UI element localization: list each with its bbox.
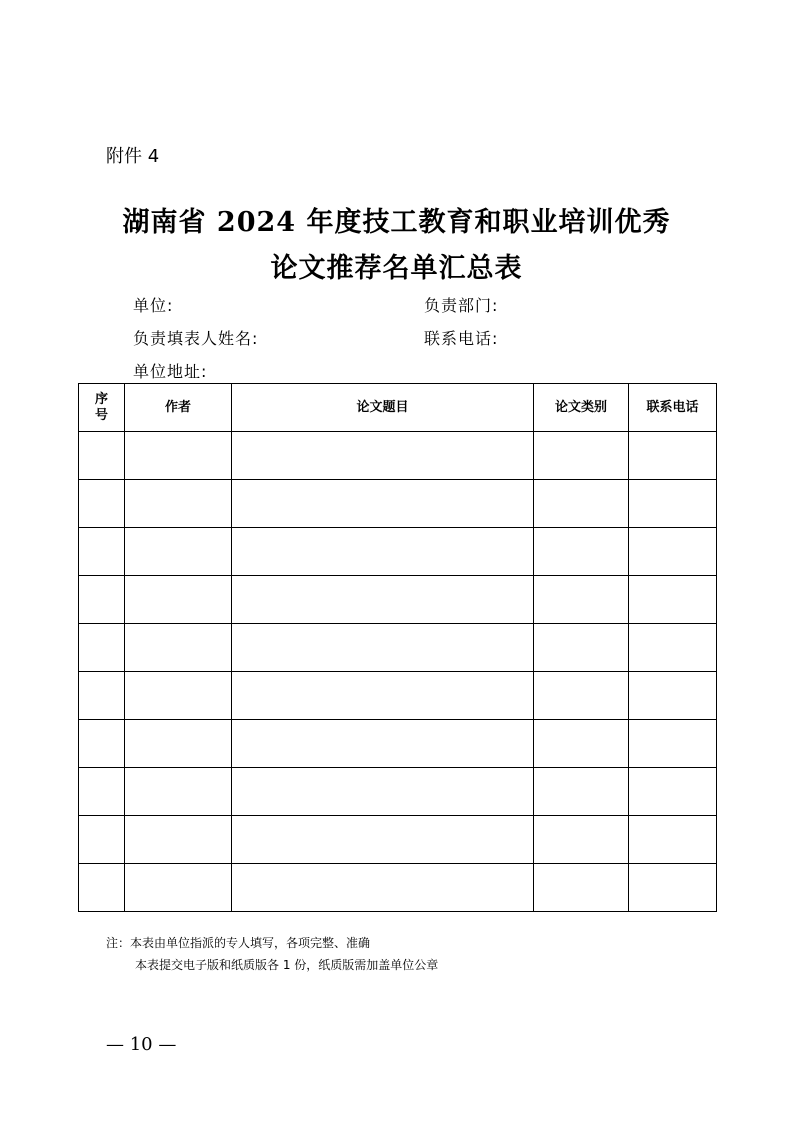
cell-contact[interactable] bbox=[629, 720, 717, 768]
cell-seq[interactable] bbox=[79, 816, 125, 864]
table-row bbox=[79, 768, 717, 816]
column-header-category: 论文类别 bbox=[534, 384, 629, 432]
cell-category[interactable] bbox=[534, 528, 629, 576]
table-header-row bbox=[79, 384, 717, 432]
cell-author[interactable] bbox=[125, 768, 232, 816]
column-header-seq bbox=[79, 384, 125, 432]
cell-category[interactable] bbox=[534, 432, 629, 480]
cell-category[interactable] bbox=[534, 624, 629, 672]
phone-field-label: 联系电话: bbox=[424, 329, 499, 348]
cell-category[interactable] bbox=[534, 480, 629, 528]
column-header-contact: 联系电话 bbox=[629, 384, 717, 432]
note-line-2: 本表提交电子版和纸质版各 1 份，纸质版需加盖单位公章 bbox=[135, 958, 439, 972]
column-header-paper-title: 论文题目 bbox=[232, 384, 534, 432]
table-row bbox=[79, 480, 717, 528]
cell-category[interactable] bbox=[534, 816, 629, 864]
cell-contact[interactable] bbox=[629, 864, 717, 912]
column-header-seq-label: 序 号 bbox=[94, 391, 108, 423]
cell-paper-title[interactable] bbox=[232, 528, 534, 576]
document-title-line-2: 论文推荐名单汇总表 bbox=[270, 253, 523, 284]
cell-paper-title[interactable] bbox=[232, 432, 534, 480]
cell-author[interactable] bbox=[125, 672, 232, 720]
cell-contact[interactable] bbox=[629, 816, 717, 864]
attachment-label: 附件 4 bbox=[106, 146, 160, 167]
note-line-1: 注：本表由单位指派的专人填写，各项完整、准确 bbox=[106, 936, 371, 950]
cell-seq[interactable] bbox=[79, 768, 125, 816]
cell-paper-title[interactable] bbox=[232, 816, 534, 864]
table-row bbox=[79, 624, 717, 672]
page-number: — 10 — bbox=[106, 1034, 177, 1055]
table-row bbox=[79, 432, 717, 480]
table-row bbox=[79, 672, 717, 720]
table-row bbox=[79, 576, 717, 624]
cell-category[interactable] bbox=[534, 864, 629, 912]
table-body bbox=[79, 432, 717, 912]
cell-contact[interactable] bbox=[629, 672, 717, 720]
cell-contact[interactable] bbox=[629, 624, 717, 672]
column-header-author: 作者 bbox=[125, 384, 232, 432]
cell-author[interactable] bbox=[125, 576, 232, 624]
cell-paper-title[interactable] bbox=[232, 576, 534, 624]
table-row bbox=[79, 720, 717, 768]
address-field-label: 单位地址: bbox=[133, 362, 208, 381]
cell-category[interactable] bbox=[534, 672, 629, 720]
cell-contact[interactable] bbox=[629, 576, 717, 624]
cell-paper-title[interactable] bbox=[232, 672, 534, 720]
cell-seq[interactable] bbox=[79, 432, 125, 480]
cell-author[interactable] bbox=[125, 528, 232, 576]
cell-author[interactable] bbox=[125, 480, 232, 528]
cell-seq[interactable] bbox=[79, 576, 125, 624]
cell-seq[interactable] bbox=[79, 672, 125, 720]
cell-contact[interactable] bbox=[629, 528, 717, 576]
cell-paper-title[interactable] bbox=[232, 768, 534, 816]
cell-author[interactable] bbox=[125, 624, 232, 672]
cell-seq[interactable] bbox=[79, 720, 125, 768]
cell-seq[interactable] bbox=[79, 480, 125, 528]
cell-paper-title[interactable] bbox=[232, 864, 534, 912]
table-row bbox=[79, 528, 717, 576]
cell-contact[interactable] bbox=[629, 768, 717, 816]
cell-author[interactable] bbox=[125, 720, 232, 768]
cell-category[interactable] bbox=[534, 768, 629, 816]
cell-contact[interactable] bbox=[629, 480, 717, 528]
table-row bbox=[79, 816, 717, 864]
cell-seq[interactable] bbox=[79, 864, 125, 912]
cell-seq[interactable] bbox=[79, 624, 125, 672]
document-title-line-1: 湖南省 2024 年度技工教育和职业培训优秀 bbox=[122, 207, 671, 238]
cell-paper-title[interactable] bbox=[232, 720, 534, 768]
cell-author[interactable] bbox=[125, 432, 232, 480]
table-row bbox=[79, 864, 717, 912]
unit-field-label: 单位: bbox=[133, 296, 174, 315]
cell-category[interactable] bbox=[534, 576, 629, 624]
summary-table bbox=[78, 383, 717, 912]
cell-author[interactable] bbox=[125, 816, 232, 864]
cell-author[interactable] bbox=[125, 864, 232, 912]
cell-paper-title[interactable] bbox=[232, 624, 534, 672]
cell-contact[interactable] bbox=[629, 432, 717, 480]
department-field-label: 负责部门: bbox=[424, 296, 499, 315]
cell-category[interactable] bbox=[534, 720, 629, 768]
filler-name-field-label: 负责填表人姓名: bbox=[133, 329, 259, 348]
cell-paper-title[interactable] bbox=[232, 480, 534, 528]
cell-seq[interactable] bbox=[79, 528, 125, 576]
